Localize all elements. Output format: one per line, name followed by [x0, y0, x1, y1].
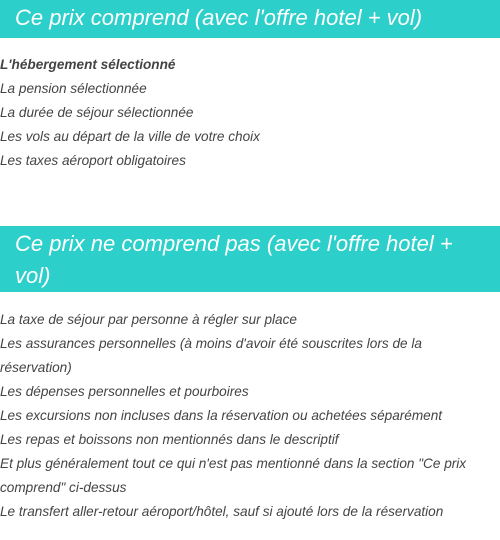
excluded-section-title: Ce prix ne comprend pas (avec l'offre hotel + vol) [0, 226, 500, 292]
excluded-item-general: Et plus généralement tout ce qui n'est pas mentionné dans la section "Ce prix comprend" ci-dessus [0, 456, 467, 495]
included-item-flights: Les vols au départ de la ville de votre choix [0, 129, 260, 144]
excluded-item-tourist-tax: La taxe de séjour par personne à régler sur place [0, 312, 297, 327]
excluded-list [0, 308, 496, 524]
included-item-duration: La durée de séjour sélectionnée [0, 105, 194, 120]
excluded-item-excursions: Les excursions non incluses dans la réservation ou achetées séparément [0, 408, 443, 423]
included-section-title: Ce prix comprend (avec l'offre hotel + vol) [0, 0, 500, 38]
excluded-item-meals-drinks: Les repas et boissons non mentionnés dans le descriptif [0, 432, 339, 447]
included-item-airport-taxes: Les taxes aéroport obligatoires [0, 153, 186, 168]
included-item-board: La pension sélectionnée [0, 81, 147, 96]
included-item-accommodation-label: L'hébergement sélectionné [0, 57, 176, 72]
included-item-accommodation [0, 53, 496, 77]
excluded-item-personal-expenses: Les dépenses personnelles et pourboires [0, 384, 249, 399]
included-list [0, 53, 496, 173]
excluded-item-insurance: Les assurances personnelles (à moins d'avoir été souscrites lors de la réservation) [0, 336, 422, 375]
excluded-item-transfer: Le transfert aller-retour aéroport/hôtel, sauf si ajouté lors de la réservation [0, 504, 444, 519]
